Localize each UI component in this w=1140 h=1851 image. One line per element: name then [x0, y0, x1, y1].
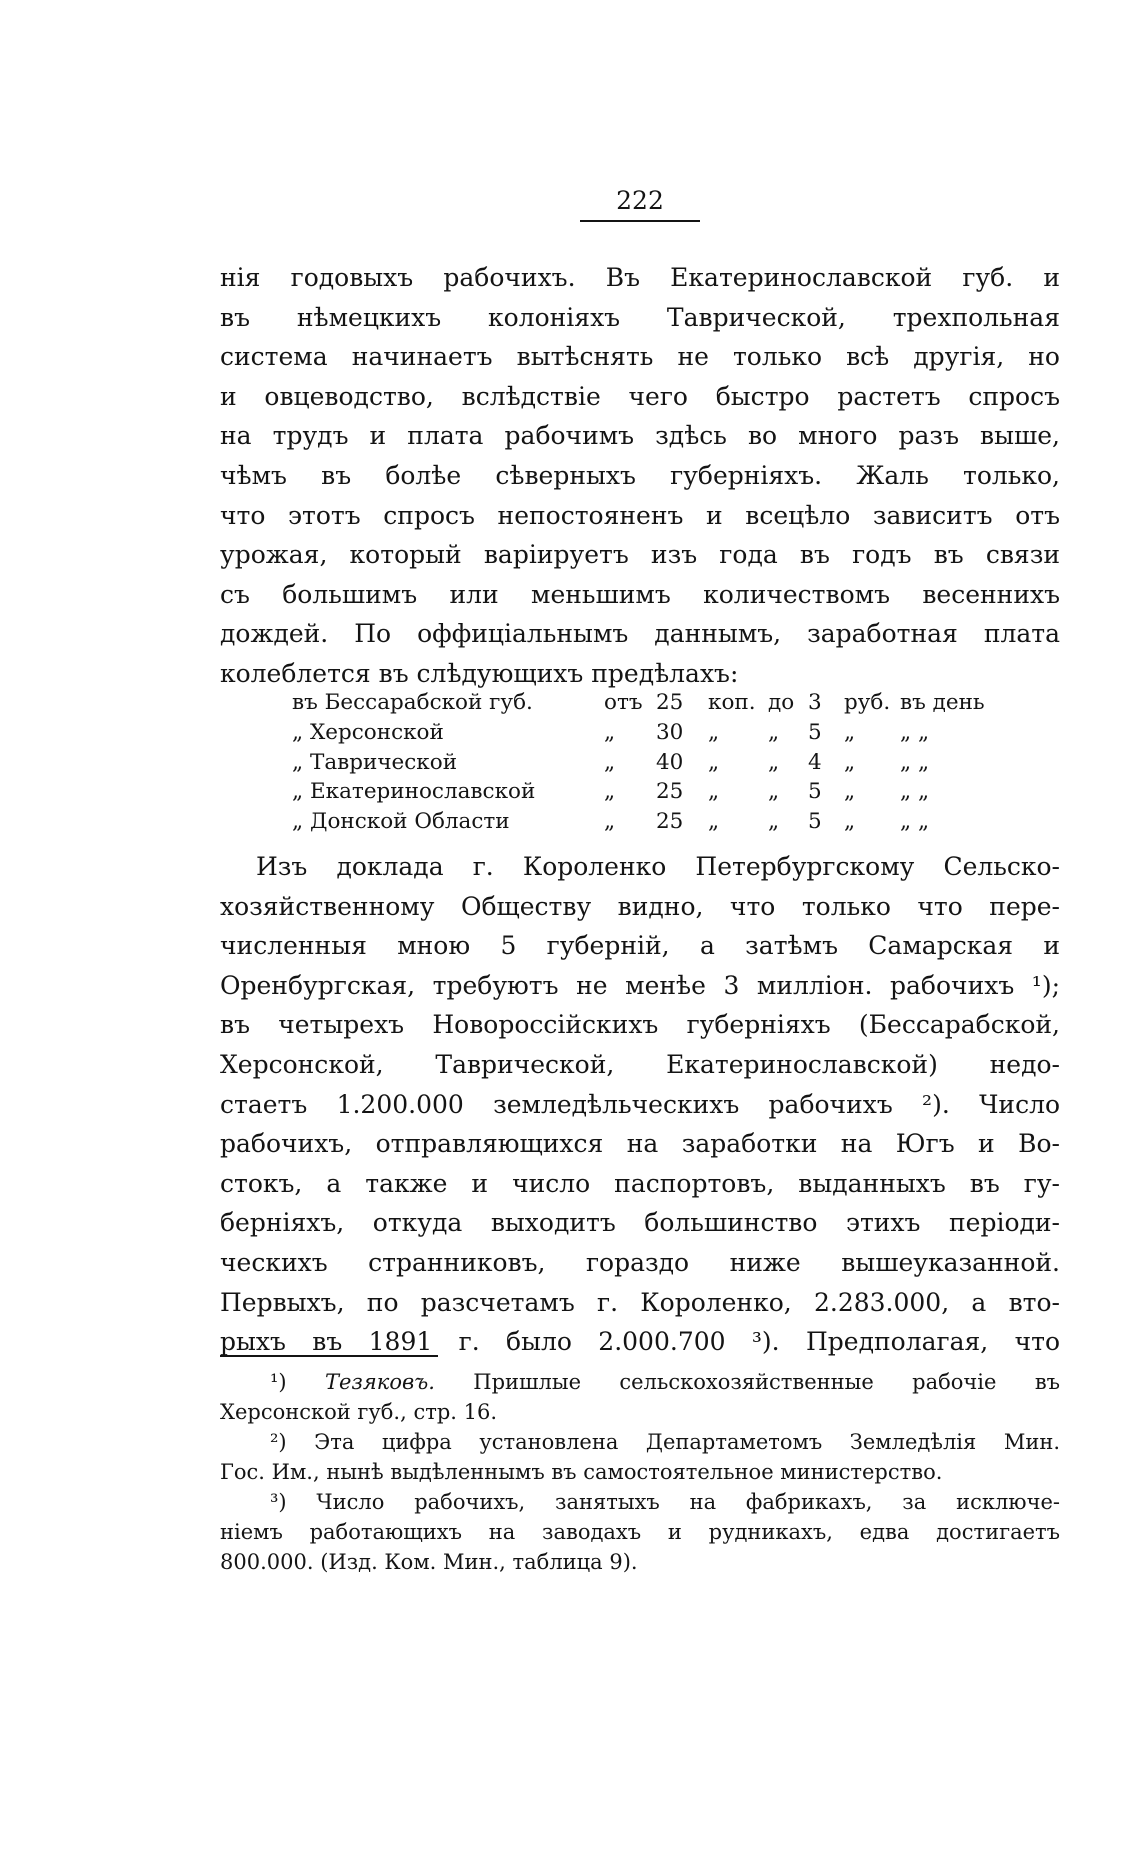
wage-row: [292, 718, 1012, 748]
footnote-text-line: 800.000. (Изд. Ком. Мин., таблица 9).: [220, 1550, 638, 1574]
text-line: дождей. По оффиціальнымъ даннымъ, заработная плата: [220, 619, 1060, 649]
from-cell: „: [604, 719, 616, 745]
to-cell: до: [768, 690, 795, 715]
region-cell: въ Бессарабской губ.: [292, 690, 533, 715]
footnote-3: ³) Число рабочихъ, занятыхъ на фабрикахъ, за исключе-: [270, 1490, 1060, 1514]
footnotes: [220, 1367, 1060, 1577]
low-value-cell: 30: [656, 719, 684, 745]
high-value-cell: 5: [808, 719, 822, 745]
high-value-cell: 5: [808, 809, 822, 835]
region-cell: „ Херсонской: [292, 719, 444, 745]
text-line: берніяхъ, откуда выходитъ большинство этихъ періоди-: [220, 1208, 1060, 1238]
text-line: система начинаетъ вытѣснять не только всѣ другія, но: [220, 342, 1060, 372]
paragraph-two: [220, 847, 1060, 1362]
high-value-cell: 5: [808, 779, 822, 805]
text-line: нія годовыхъ рабочихъ. Въ Екатеринославской губ. и: [220, 263, 1060, 292]
footnote-text-line: ніемъ работающихъ на заводахъ и рудникахъ, едва достигаетъ: [220, 1520, 1060, 1544]
from-cell: „: [604, 779, 616, 805]
low-unit-cell: „: [708, 719, 720, 745]
per-cell: „ „: [900, 809, 930, 835]
low-value-cell: 25: [656, 779, 684, 805]
text-line: стокъ, а также и число паспортовъ, выданныхъ въ гу-: [220, 1168, 1060, 1198]
text-line: ческихъ странниковъ, гораздо ниже вышеуказанной.: [220, 1247, 1060, 1277]
high-unit-cell: „: [844, 719, 856, 745]
low-unit-cell: коп.: [708, 690, 756, 715]
low-value-cell: 25: [656, 809, 684, 835]
footnote-marker: ¹): [270, 1370, 287, 1394]
text-line: съ большимъ или меньшимъ количествомъ весеннихъ: [220, 579, 1060, 609]
low-value-cell: 40: [656, 749, 684, 775]
paragraph-one: [220, 258, 1060, 694]
high-unit-cell: „: [844, 779, 856, 805]
high-value-cell: 4: [808, 749, 822, 775]
to-cell: „: [768, 749, 780, 775]
wage-row: [292, 688, 1012, 718]
high-unit-cell: руб.: [844, 690, 891, 715]
footnote-2: ²) Эта цифра установлена Департаметомъ Земледѣлія Мин.: [270, 1430, 1060, 1454]
text-line: и овцеводство, вслѣдствіе чего быстро растетъ спросъ: [220, 381, 1060, 411]
footnote-1: [220, 1367, 1060, 1397]
to-cell: „: [768, 809, 780, 835]
footnote-divider: [220, 1355, 438, 1357]
region-cell: „ Екатеринославской: [292, 779, 536, 805]
low-value-cell: 25: [656, 690, 684, 715]
text-line: Оренбургская, требуютъ не менѣе 3 милліон. рабочихъ ¹);: [220, 970, 1060, 1000]
per-cell: „ „: [900, 779, 930, 805]
footnote-author: Тезяковъ.: [325, 1370, 435, 1394]
wage-table: [292, 688, 1012, 837]
wage-row: [292, 807, 1012, 837]
low-unit-cell: „: [708, 809, 720, 835]
region-cell: „ Донской Области: [292, 809, 510, 835]
to-cell: „: [768, 779, 780, 805]
text-line: въ нѣмецкихъ колоніяхъ Таврической, трехпольная: [220, 302, 1060, 332]
wage-row: [292, 748, 1012, 778]
text-line: на трудъ и плата рабочимъ здѣсь во много разъ выше,: [220, 421, 1060, 451]
region-cell: „ Таврической: [292, 749, 458, 775]
to-cell: „: [768, 719, 780, 745]
text-line: чѣмъ въ болѣе сѣверныхъ губерніяхъ. Жаль только,: [220, 460, 1060, 490]
footnote-text-line: Херсонской губ., стр. 16.: [220, 1400, 498, 1424]
per-cell: „ „: [900, 749, 930, 775]
high-unit-cell: „: [844, 809, 856, 835]
footnote-text-line: Гос. Им., нынѣ выдѣленнымъ въ самостоятельное министерство.: [220, 1460, 943, 1484]
text-line: стаетъ 1.200.000 земледѣльческихъ рабочихъ ²). Число: [220, 1089, 1060, 1119]
text-line: въ четырехъ Новороссійскихъ губерніяхъ (Бессарабской,: [220, 1010, 1060, 1040]
text-line: Изъ доклада г. Короленко Петербургскому Сельско-: [256, 852, 1060, 881]
text-line: хозяйственному Обществу видно, что только что пере-: [220, 891, 1060, 921]
text-line: численныя мною 5 губерній, а затѣмъ Самарская и: [220, 931, 1060, 961]
text-line: Первыхъ, по разсчетамъ г. Короленко, 2.283.000, а вто-: [220, 1287, 1060, 1317]
text-line: урожая, который варіируетъ изъ года въ годъ въ связи: [220, 540, 1060, 570]
text-line: что этотъ спросъ непостояненъ и всецѣло зависитъ отъ: [220, 500, 1060, 530]
per-cell: въ день: [900, 690, 985, 715]
from-cell: „: [604, 809, 616, 835]
text-line: рабочихъ, отправляющихся на заработки на Югъ и Во-: [220, 1129, 1060, 1159]
low-unit-cell: „: [708, 779, 720, 805]
per-cell: „ „: [900, 719, 930, 745]
low-unit-cell: „: [708, 749, 720, 775]
wage-row: [292, 777, 1012, 807]
high-unit-cell: „: [844, 749, 856, 775]
text-line: рыхъ въ 1891 г. было 2.000.700 ³). Предполагая, что: [220, 1327, 1060, 1357]
text-line: колеблется въ слѣдующихъ предѣлахъ:: [220, 658, 739, 688]
footnote-text: Пришлые сельскохозяйственные рабочіе въ: [473, 1370, 1060, 1394]
from-cell: „: [604, 749, 616, 775]
page-number: 222: [580, 186, 700, 222]
from-cell: отъ: [604, 690, 643, 715]
text-line: Херсонской, Таврической, Екатеринославской) недо-: [220, 1049, 1060, 1079]
high-value-cell: 3: [808, 690, 822, 715]
